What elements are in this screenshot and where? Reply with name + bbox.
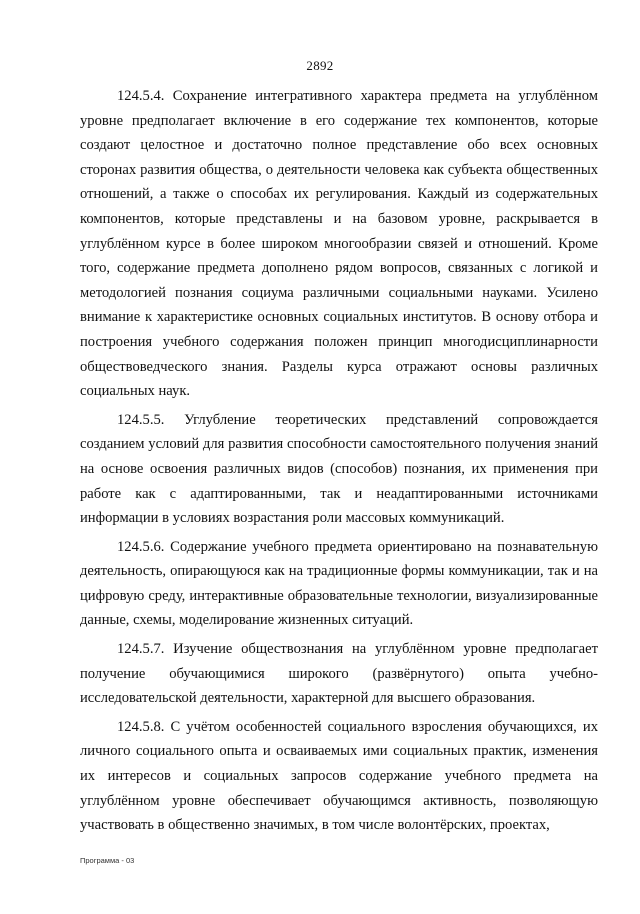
- paragraph-124-5-8: 124.5.8. С учётом особенностей социального взросления обучающихся, их личного социального опыта и осваиваемых ими социальных практик, изменения их интересов и социальных запросов содержание учебного предмета на углублённом уровне обеспечивает обучающимся активность, позволяющую участвовать в общественно значимых, в том числе волонтёрских, проектах,: [80, 718, 598, 834]
- paragraph-124-5-7: 124.5.7. Изучение обществознания на углублённом уровне предполагает получение обучающимися широкого (развёрнутого) опыта учебно-исследовательской деятельности, характерной для высшего образования.: [80, 641, 598, 707]
- footer-note: Программа - 03: [80, 856, 135, 865]
- paragraph-124-5-4: 124.5.4. Сохранение интегративного характера предмета на углублённом уровне предполагает включение в его содержание тех компонентов, которые создают целостное и достаточно полное представление обо всех основных сторонах развития общества, о деятельности человека как субъекта общественных отношений, а также о способах их регулирования. Каждый из содержательных компонентов, которые представлены и на базовом уровне, раскрывается в углублённом курсе в более широком многообразии связей и отношений. Кроме того, содержание предмета дополнено рядом вопросов, связанных с логикой и методологией познания социума различными социальными науками. Усилено внимание к характеристике основных социальных институтов. В основу отбора и построения учебного содержания положен принцип многодисциплинарности обществоведческого знания. Разделы курса отражают основы различных социальных наук.: [80, 88, 598, 400]
- document-body: [80, 84, 598, 838]
- paragraph-124-5-6: 124.5.6. Содержание учебного предмета ориентировано на познавательную деятельность, опирающуюся как на традиционные формы коммуникации, так и на цифровую среду, интерактивные образовательные технологии, визуализированные данные, схемы, моделирование жизненных ситуаций.: [80, 538, 598, 629]
- paragraph-124-5-5: 124.5.5. Углубление теоретических представлений сопровождается созданием условий для развития способности самостоятельного получения знаний на основе освоения различных видов (способов) познания, их применения при работе как с адаптированными, так и неадаптированными источниками информации в условиях возрастания роли массовых коммуникаций.: [80, 411, 598, 527]
- page-number: 2892: [306, 58, 334, 73]
